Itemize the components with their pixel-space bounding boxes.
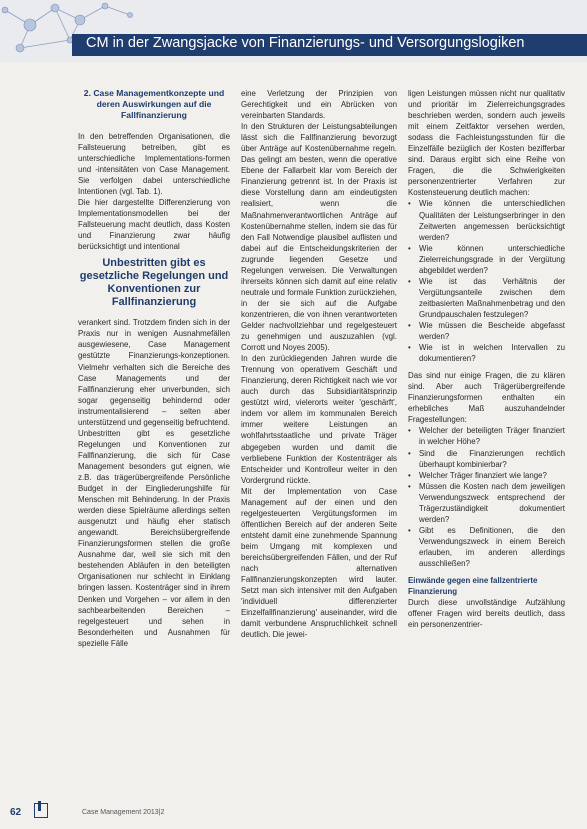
title-bar (72, 34, 587, 56)
paragraph: Durch diese unvollständige Aufzählung offener Fragen wird bereits deutlich, dass ein personenzentrier- (408, 598, 565, 630)
list-item: • Müssen die Kosten nach dem jeweiligen Verwendungszweck entsprechend der Trägerzuständigkeit dokumentiert werden? (408, 481, 565, 525)
list-item: • Wie ist das Verhältnis der Vergütungsanteile zwischen dem zeitbasierten Maßnahmenbetrag und den Grundpauschalen festzulegen? (408, 276, 565, 320)
paragraph: Unbestritten gibt es gesetzliche Regelungen und Konventionen zur Fallfinanzierung, die sich für Case Management besonders gut eignen, wie z.B. das trägerübergreifende Persönliche Budget in der Eingliederungshilfe für Menschen mit Behinderung. In der Praxis werden diese Spielräume allerdings selten ausgenutzt und häufig eher statisch angewandt. Bereichsübergreifende Finanzierungsformen stellen die große Ausnahme dar, weil sie sich mit den bestehenden Abläufen in den beteiligten Organisationen nur schlecht in Einklang bringen lassen. Kostenträger sind in ihrem Denken und Vorgehen – vor allem in den sachbearbeitenden Bereichen – regelgesteuert und sehen in Besonderheiten und Ausnahmen für spezielle Fälle (78, 428, 230, 648)
paragraph: Die hier dargestellte Differenzierung von Implementationsmodellen bei der Fallsteuerung macht deutlich, dass Kosten und Finanzierung zwar häufig berücksichtigt und intentional (78, 198, 230, 252)
subheading: Einwände gegen eine fallzentrierte Finanzierung (408, 576, 538, 597)
section-heading: 2. Case Managementkonzepte und deren Auswirkungen auf die Fallfinanzierung (83, 88, 225, 120)
list-item: • Welcher der beteiligten Träger finanziert in welcher Höhe? (408, 425, 565, 447)
page-number: 62 (10, 807, 22, 818)
paragraph: In den zurückliegenden Jahren wurde die Trennung von operativem Geschäft und Finanzierung, deren Richtigkeit nach wie vor auch durch das Subsidiaritätsprinzip gestützt wird, vielerorts weiter 'geschärft', indem vor allem im kommunalen Bereich immer weitere Leistungen an wohlfahrtsstaatliche und private Träger abgegeben wurden und damit die verbliebene Funktion der Kostenträger als Entscheider und Kontrolleur weiter in den Vordergrund rückte. (241, 354, 397, 485)
paragraph: In den Strukturen der Leistungsabteilungen lässt sich die Fallfinanzierung bevorzugt über Anträge auf Kostenübernahme regeln. Das gelingt am besten, wenn die operative Ebene der Fallarbeit klar vom Bereich der Finanzierung getrennt ist. In der Praxis ist diese Vorstellung dann am eindeutigsten realisiert, wenn die Maßnahmenverantwortlichen Anträge auf Kostenübernahme stellen, indem sie das für den Fall Notwendige plausibel auflisten und dabei auf die Entscheidungskriterien der zugrunde liegenden Gesetze und Regelungen verweisen. Die Verwaltungen ihrerseits können sich damit auf eine relativ neutrale und formale Funktion zurückziehen, in der sie sich auf die Aufgabe konzentrieren, die von ihnen verantworteten Gelder nachvollziehbar und regelgesteuert zu genehmigen und auszuzahlen (vgl. Corrott und Noyes 2005). (241, 122, 397, 353)
list-item: • Wie ist in welchen Intervallen zu dokumentieren? (408, 342, 565, 364)
list-item: • Sind die Finanzierungen rechtlich überhaupt kombinierbar? (408, 448, 565, 470)
list-item: • Wie können unterschiedliche Zielerreichungsgrade in der Vergütung abgebildet werden? (408, 243, 565, 276)
column-3 (408, 88, 565, 630)
paragraph: verankert sind. Trotzdem finden sich in der Praxis nur in wenigen Ausnahmefällen ausgewiesene, Case Management gestützte Finanzierungs-konzeptionen. Vielmehr verhalten sich die Bereiche des Case Managements und der Fallfinanzierung eher unverbunden, sich sogar gegenseitig behindernd oder instrumentalisierend – selten aber unterstützend und gegenseitig befruchtend. (78, 318, 230, 427)
paragraph: ligen Leistungen müssen nicht nur qualitativ und prioritär im Zielerreichungsgrades beschrieben werden, sondern auch jeweils mit einem Zeitfaktor versehen werden, sodass die Fachleistungsstunden für die Einzelfälle bezüglich der Kosten bezifferbar sind. Daraus ergibt sich eine Reihe von Fragen, die die Schwierigkeiten personenzentrierter Verfahren zur Kostensteuerung deutlich machen: (408, 89, 565, 198)
paragraph: eine Verletzung der Prinzipien von Gerechtigkeit und ein Abrücken von vereinbarten Standards. (241, 89, 397, 121)
question-list (408, 198, 565, 364)
list-item: • Wie müssen die Bescheide abgefasst werden? (408, 320, 565, 342)
list-item: • Wie können die unterschiedlichen Qualitäten der Leistungserbringer in den Zeitwerten angemessen berücksichtigt werden? (408, 198, 565, 242)
page-footer (10, 807, 310, 823)
paragraph: In den betreffenden Organisationen, die Fallsteuerung betreiben, gibt es unterschiedliche Implementations-formen und -intensitäten von Case Management. Sie verfolgen dabei unterschiedliche Intentionen (vgl. Tab. 1). (78, 132, 230, 197)
column-1 (78, 88, 230, 649)
pull-quote: Unbestritten gibt es gesetzliche Regelungen und Konventionen zur Fallfinanzierung (79, 256, 229, 309)
paragraph: Mit der Implementation von Case Management auf der einen und den regelgesteuerten Vergütungsformen im öffentlichen Bereich auf der anderen Seite entsteht damit eine zunehmende Spannung beim Umgang mit komplexen und bereichsübergreifenden Fällen, und der Ruf nach alternativen Fallfinanzierungskonzepten wird lauter. Setzt man sich intensiver mit den Aufgaben 'individuell differenzierter Einzelfallfinanzierung' auseinander, wird die damit verbundene Anspruchlichkeit schnell deutlich. Die jewei- (241, 486, 397, 640)
column-2 (241, 88, 397, 640)
header-banner (0, 0, 587, 62)
journal-logo-icon (34, 803, 48, 818)
journal-name: Case Management 2013|2 (82, 809, 165, 816)
list-item: • Gibt es Definitionen, die den Verwendungszweck in einem Bereich erlauben, im anderen allerdings ausschließen? (408, 525, 565, 569)
page-title: CM in der Zwangsjacke von Finanzierungs- und Versorgungslogiken (86, 35, 525, 51)
question-list (408, 425, 565, 569)
list-item: • Welcher Träger finanziert wie lange? (408, 470, 565, 481)
paragraph: Das sind nur einige Fragen, die zu klären sind. Aber auch Trägerübergreifende Finanzierungsformen enthalten ein erhebliches Maß auszuhandelnder Fragestellungen: (408, 371, 565, 425)
